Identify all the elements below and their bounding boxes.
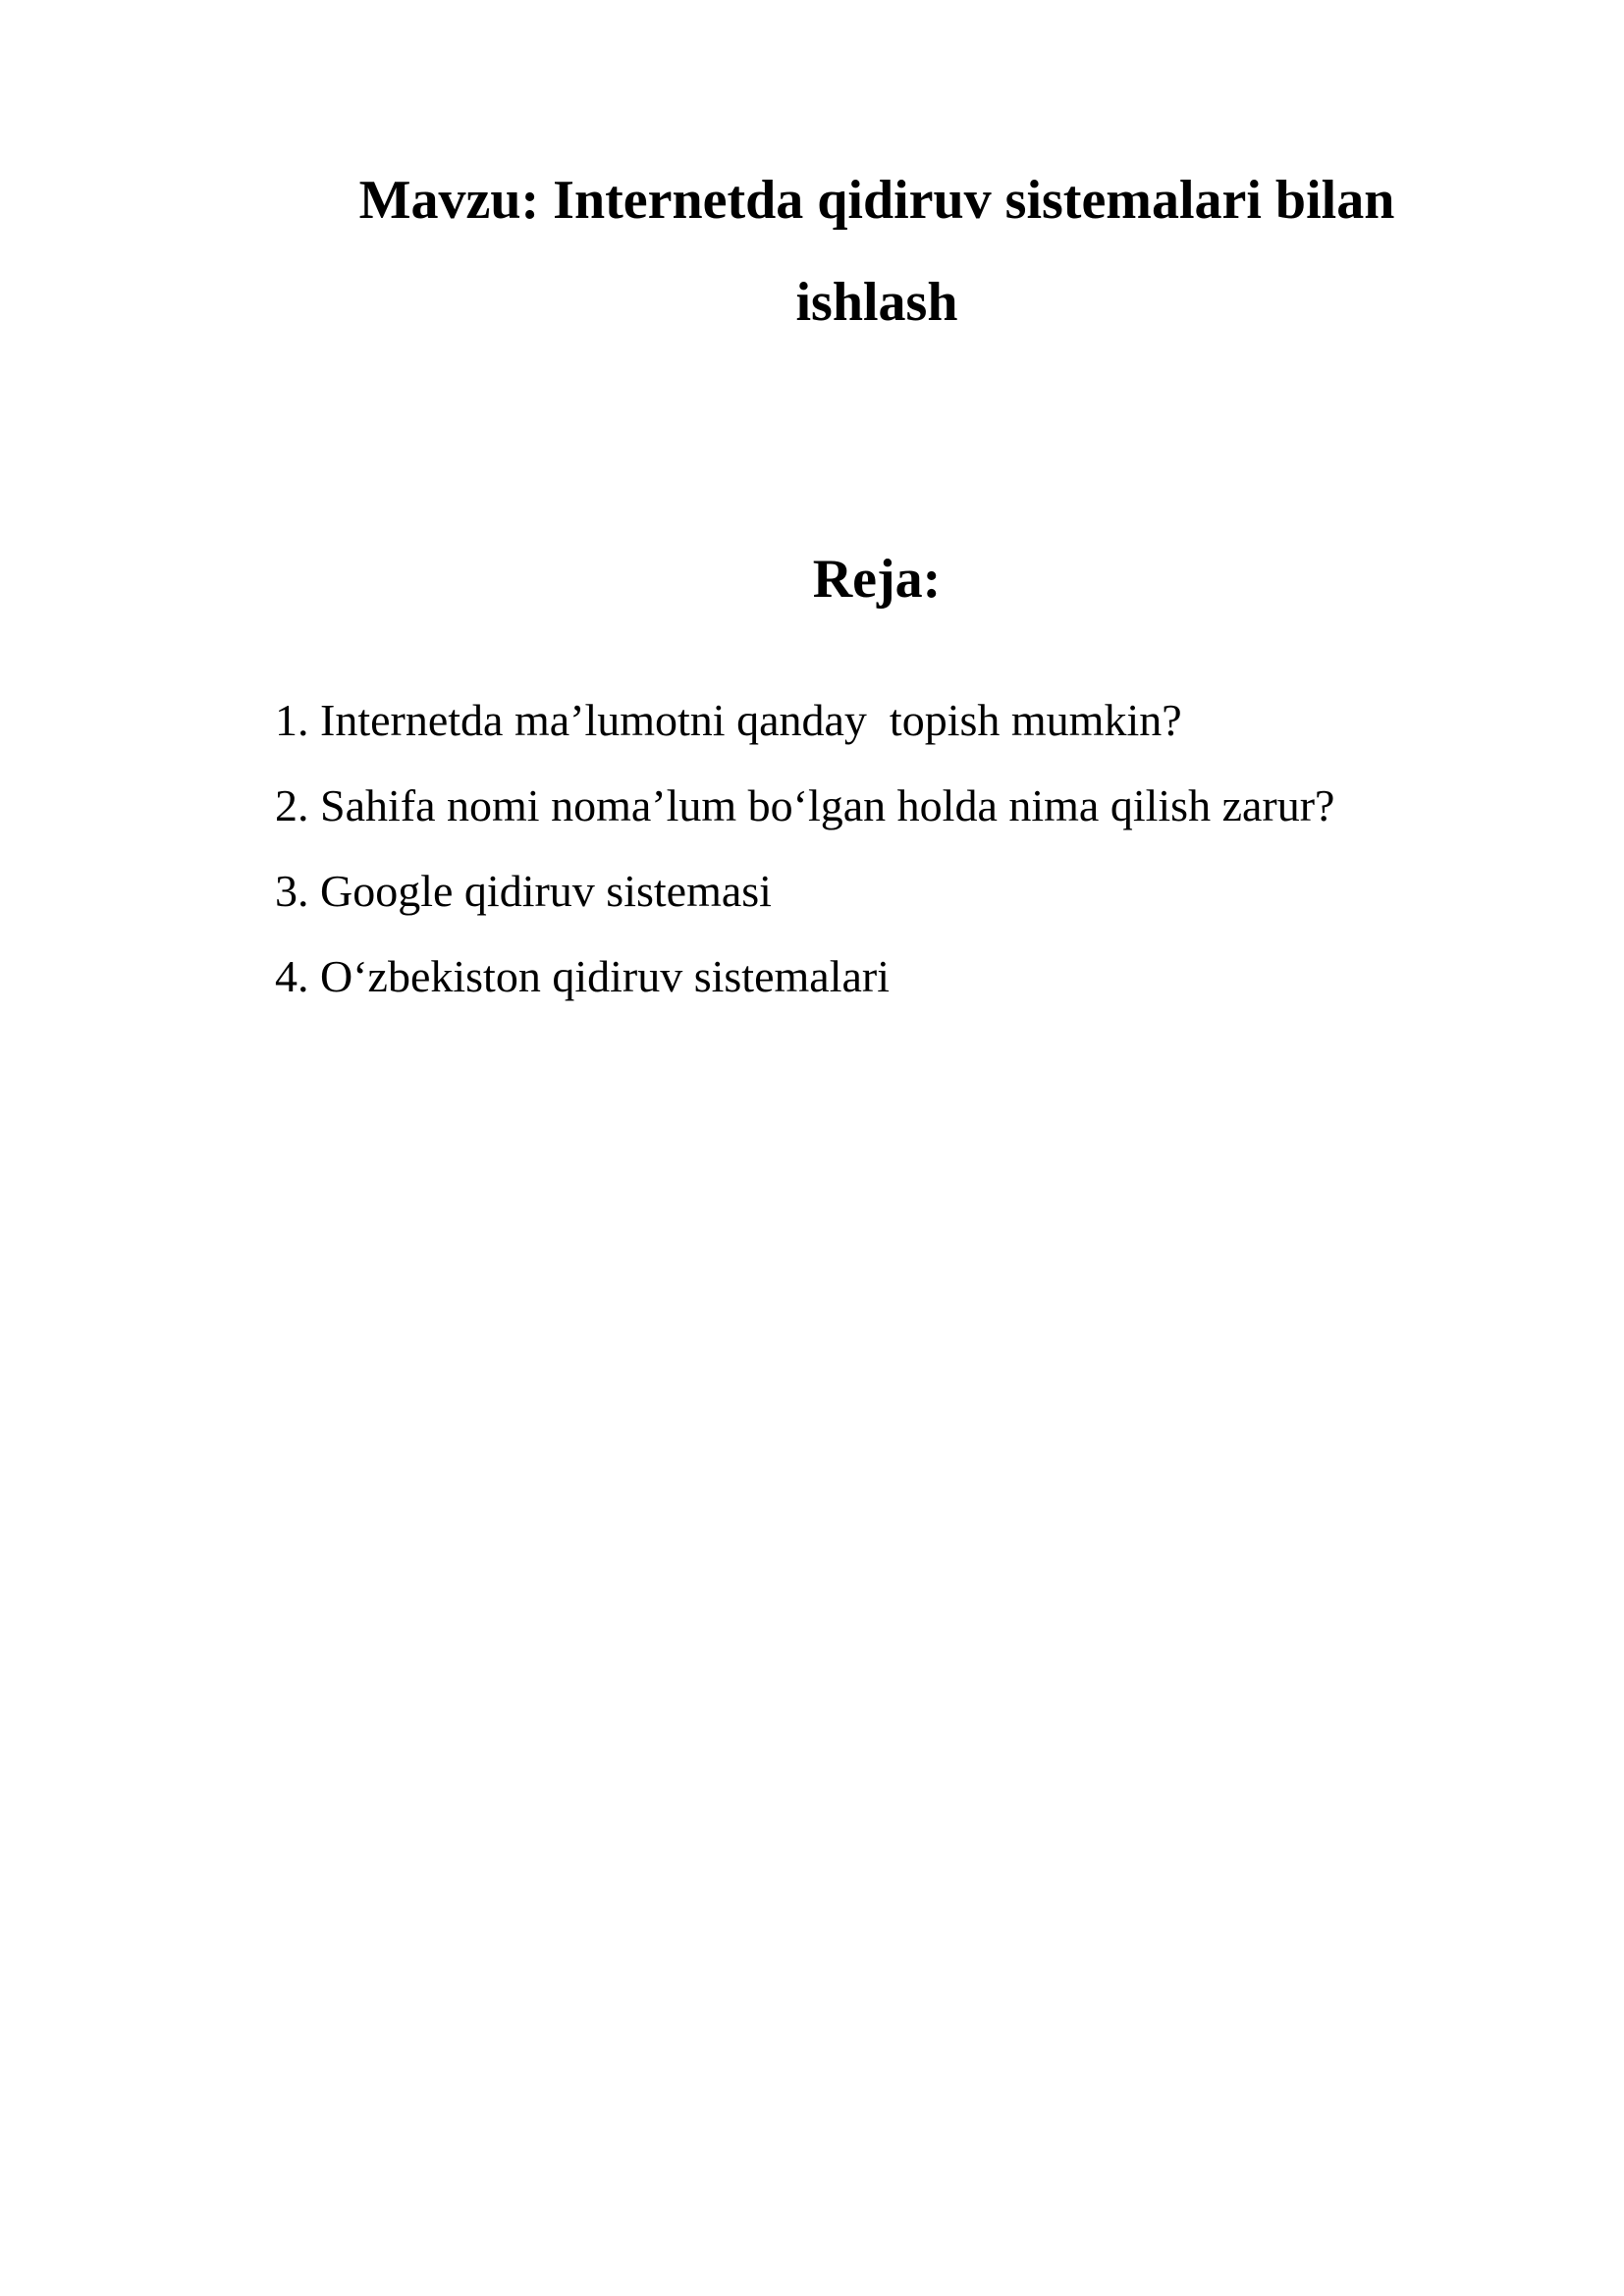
plan-heading: Reja: xyxy=(812,549,942,610)
document-title: Mavzu: Internetda qidiruv sistemalari bilan ishlash xyxy=(358,170,1395,333)
plan-item-2: 2. Sahifa nomi noma’lum bo‘lgan holda nima qilish zarur? xyxy=(275,780,1335,830)
plan-item-4: 4. O‘zbekiston qidiruv sistemalari xyxy=(275,951,890,1001)
plan-list xyxy=(275,677,1551,1019)
plan-item-1: 1. Internetda ma’lumotni qanday topish mumkin? xyxy=(275,695,1182,745)
plan-item-3: 3. Google qidiruv sistemasi xyxy=(275,866,772,916)
